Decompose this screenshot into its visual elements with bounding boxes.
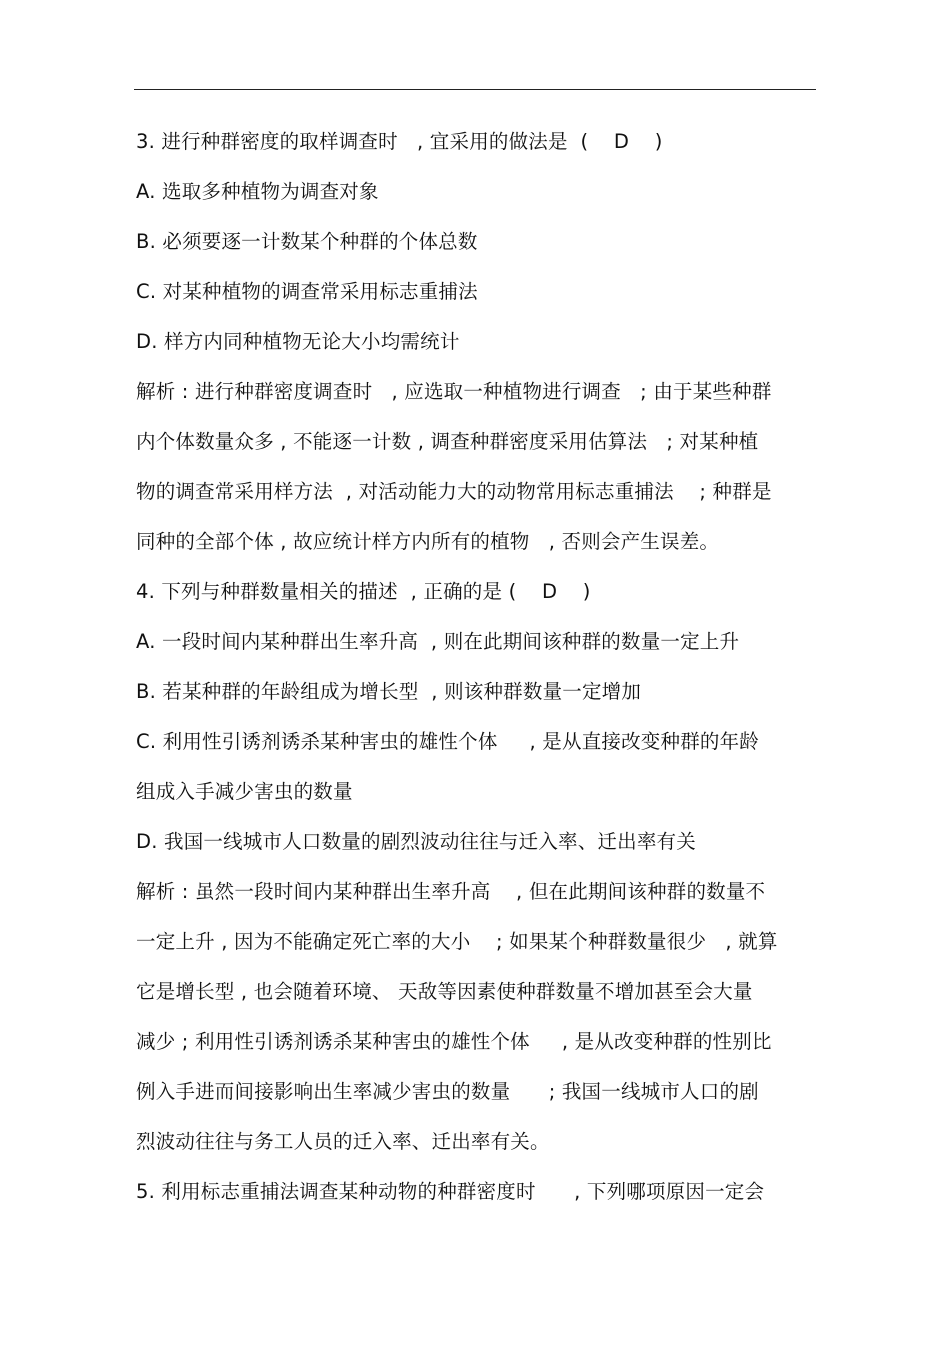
question-3-option-a: A. 选取多种植物为调查对象 xyxy=(136,180,379,203)
question-4-option-c: C. 利用性引诱剂诱杀某种害虫的雄性个体 , 是从直接改变种群的年龄 xyxy=(136,730,760,753)
question-4-option-a: A. 一段时间内某种群出生率升高 , 则在此期间该种群的数量一定上升 xyxy=(136,630,740,653)
question-4-option-b: B. 若某种群的年龄组成为增长型 , 则该种群数量一定增加 xyxy=(136,680,642,703)
header-rule xyxy=(134,89,816,90)
question-4-explanation-line: 解析 : 虽然一段时间内某种群出生率升高 , 但在此期间该种群的数量不 xyxy=(136,880,766,903)
question-3-explanation-line: 解析 : 进行种群密度调查时 , 应选取一种植物进行调查 ; 由于某些种群 xyxy=(136,380,772,403)
question-3-option-c: C. 对某种植物的调查常采用标志重捕法 xyxy=(136,280,478,303)
question-5-stem: 5. 利用标志重捕法调查某种动物的种群密度时 , 下列哪项原因一定会 xyxy=(136,1180,765,1203)
question-4-explanation-line: 一定上升 , 因为不能确定死亡率的大小 ; 如果某个种群数量很少 , 就算 xyxy=(136,930,778,953)
question-3-explanation-line: 内个体数量众多 , 不能逐一计数 , 调查种群密度采用估算法 ; 对某种植 xyxy=(136,430,759,453)
question-3-explanation-line: 同种的全部个体 , 故应统计样方内所有的植物 , 否则会产生误差。 xyxy=(136,530,720,553)
question-4-option-d: D. 我国一线城市人口数量的剧烈波动往往与迁入率、迁出率有关 xyxy=(136,830,696,853)
question-4-explanation-line: 例入手进而间接影响出生率减少害虫的数量 ; 我国一线城市人口的剧 xyxy=(136,1080,759,1103)
question-3-stem: 3. 进行种群密度的取样调查时 , 宜采用的做法是 ( D ) xyxy=(136,130,663,153)
question-4-explanation-line: 减少 ; 利用性引诱剂诱杀某种害虫的雄性个体 , 是从改变种群的性别比 xyxy=(136,1030,772,1053)
question-4-stem: 4. 下列与种群数量相关的描述 , 正确的是 ( D ) xyxy=(136,580,591,603)
question-3-explanation-line: 物的调查常采用样方法 , 对活动能力大的动物常用标志重捕法 ; 种群是 xyxy=(136,480,772,503)
document-body xyxy=(136,117,816,1217)
question-4-explanation-line: 它是增长型 , 也会随着环境、 天敌等因素使种群数量不增加甚至会大量 xyxy=(136,980,753,1003)
question-4-explanation-line: 烈波动往往与务工人员的迁入率、迁出率有关。 xyxy=(136,1130,550,1153)
question-4-option-c-continued: 组成入手减少害虫的数量 xyxy=(136,780,353,803)
question-3-option-d: D. 样方内同种植物无论大小均需统计 xyxy=(136,330,460,353)
question-3-option-b: B. 必须要逐一计数某个种群的个体总数 xyxy=(136,230,478,253)
